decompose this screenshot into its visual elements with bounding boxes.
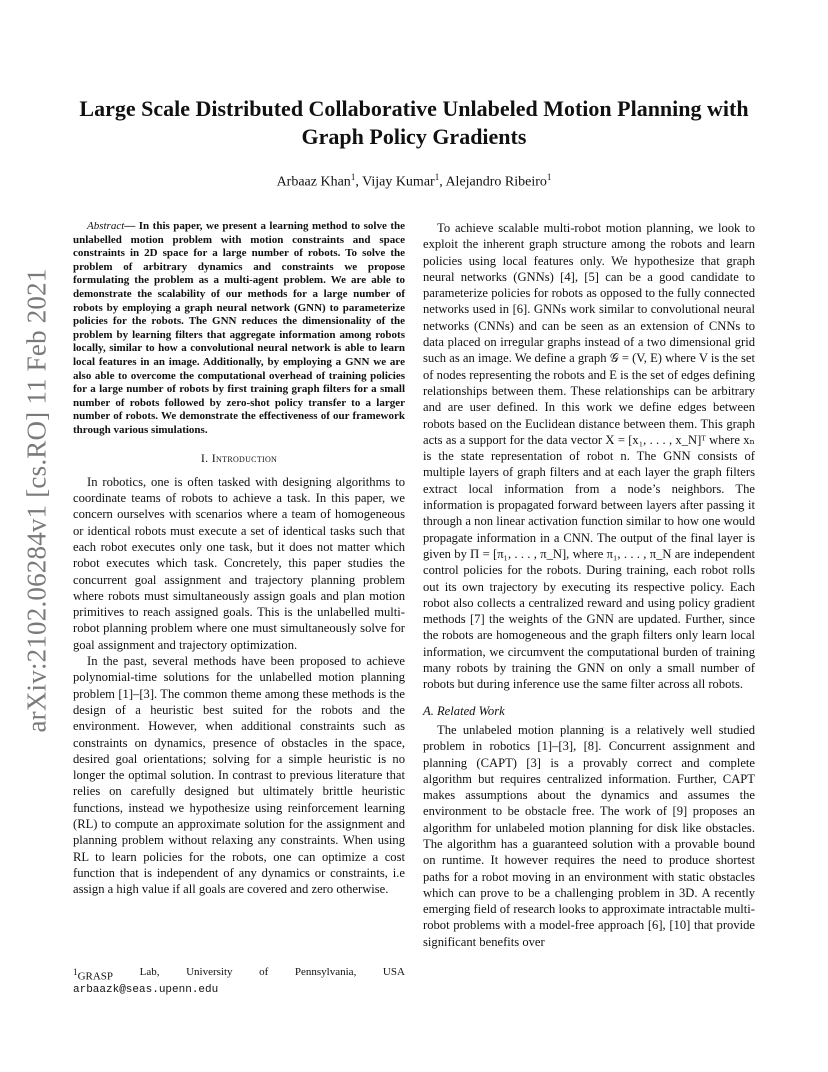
author-name: Alejandro Ribeiro: [445, 174, 547, 190]
footnote-word: GRASP: [77, 970, 114, 983]
footnote-word: of: [259, 966, 269, 978]
arxiv-sidebar-stamp: [2, 267, 72, 733]
body-paragraph-gnn: To achieve scalable multi-robot motion planning, we look to exploit the inherent graph structure among the robots and learn policies using local features only. We hypothesize that graph neural networks (GNNs) [4], [5] can be a good candidate to parameterize policies for robots as opposed to the fully connected networks used in [6]. GNNs work similar to convolutional neural networks (CNNs) and can be seen as an extension of CNNs to data placed on irregular graphs instead of a two dimensional grid such as an image. We define a graph 𝒢 = (V, E) where V is the set of nodes representing the robots and E is the set of edges defining relationships between them. These relationships can be arbitrary and are user defined. In this work we define edges between robots based on the Euclidean distance between them. This graph acts as a support for the data vector X = [x₁, . . . , x_N]ᵀ where xₙ is the state representation of robot n. The GNN consists of multiple layers of graph filters and at each layer the graph filters extract local information from a node’s neighbors. The information is propagated forward between layers after passing it through a non linear activation function similar to how one would propagate information in a CNN. The output of the final layer is given by Π = [π₁, . . . , π_N], where π₁, . . . , π_N are independent control policies for the robots. During training, each robot rolls out its own trajectory by executing its respective policy. Each robot also collects a centralized reward and using policy gradient methods [7] the weights of the GNN are updated. Further, since the robots are homogeneous and the graph filters only learn local information, we circumvent the computational burden of training many robots by training the GNN on only a small number of robots but during inference use the same filter across all robots.: [423, 221, 755, 692]
footnote-email: arbaazk@seas.upenn.edu: [73, 983, 219, 996]
right-column: [423, 220, 755, 950]
author-list: Arbaaz Khan$^1$, Vijay Kumar$^1$, Alejandro Ribeiro$^1$: [276, 172, 552, 190]
footnote-word: Pennsylvania,: [294, 966, 357, 978]
author-name: Vijay Kumar: [362, 174, 435, 190]
author-affiliation-mark: 1: [546, 172, 552, 182]
related-work-paragraph: The unlabeled motion planning is a relatively well studied problem in robotics [1]–[3], [8]. Concurrent assignment and planning (CAPT) [3] is a provably correct and complete algorithm but requires centralized information. Further, CAPT makes assumptions about the dynamics and assumes the environment to be obstacle free. The work of [9] proposes an algorithm for unlabeled motion planning for disk like obstacles. The algorithm has a guaranteed solution with a provable bound on runtime. It however requires the need to produce shortest paths for a robot moving in an environment with static obstacles which can prove to be a challenging problem in 3D. A recently emerging field of research looks to approximate intractable multi-robot problems with a model-free approach [6], [10] that provide significant benefits over: [423, 722, 755, 949]
intro-paragraph-2: In the past, several methods have been proposed to achieve polynomial-time solutions for the unlabelled motion planning problem [1]–[3]. The common theme among these methods is the design of a heuristic best suited for the robots and the environment. However, when additional constraints such as constraints on dynamics, presence of obstacles in the space, desired goal orientations; solving for a simple heuristic is no longer the optimal solution. In contrast to previous literature that relies on carefully designed but ultimately brittle heuristic functions, instead we hypothesize using reinforcement learning (RL) to compute an approximate solution for the assignment and planning problem without relaxing any constraints. When using RL to learn policies for the robots, one can optimize a cost function that is independent of any dynamics or constraints, i.e assign a high value if all goals are covered and zero otherwise.: [73, 654, 405, 897]
abstract-label: Abstract: [87, 220, 125, 232]
paper-title: Large Scale Distributed Collaborative Unlabeled Motion Planning with Graph Policy Gradients: [79, 96, 749, 149]
footnote-mark: 1: [73, 967, 78, 977]
footnote-affiliation: [73, 966, 405, 984]
author-name: Arbaaz Khan: [276, 174, 351, 190]
subsection-heading-related-work: A. Related Work: [423, 703, 505, 718]
arxiv-identifier: arXiv:2102.06284v1 [cs.RO] 11 Feb 2021: [21, 267, 52, 733]
section-heading-introduction: I. Introduction: [200, 450, 278, 465]
footnote-word: University: [186, 966, 233, 978]
abstract-text: — In this paper, we present a learning method to solve the unlabelled motion problem with motion constraints and space constraints in 2D space for a large number of robots. To solve the problem of arbitrary dynamics and constraints we propose formulating the problem as a multi-agent problem. We are able to demonstrate the scalability of our methods for a large number of robots by employing a graph neural network (GNN) to parameterize policies for the robots. The GNN reduces the dimensionality of the problem by learning filters that aggregate information among robots locally, similar to how a convolutional neural network is able to learn local features in an image. Additionally, by employing a GNN we are also able to overcome the computational overhead of training policies for a large number of robots by first training graph filters for a small number of robots followed by zero-shot policy transfer to a larger number of robots. We demonstrate the effectiveness of our framework through various simulations.: [73, 220, 405, 436]
intro-paragraph-1: In robotics, one is often tasked with designing algorithms to coordinate teams of robots to achieve a task. In this paper, we concern ourselves with scenarios where a team of homogeneous or identical robots must execute a set of identical tasks such that each robot executes only one task, but it does not matter which robot executes which task. Concretely, this paper studies the concurrent goal assignment and trajectory planning problem where robots must simultaneously assign goals and plan motion primitives to reach assigned goals. This is the unlabelled multi-robot planning problem where one must simultaneously solve for goal assignment and trajectory optimization.: [73, 474, 405, 652]
author-affiliation-mark: 1: [434, 172, 440, 182]
footnote-word: USA: [382, 966, 405, 978]
left-column: [73, 220, 405, 898]
footnote-word: Lab,: [139, 966, 160, 978]
footnote: [73, 966, 405, 997]
abstract: [73, 220, 405, 438]
author-affiliation-mark: 1: [350, 172, 356, 182]
